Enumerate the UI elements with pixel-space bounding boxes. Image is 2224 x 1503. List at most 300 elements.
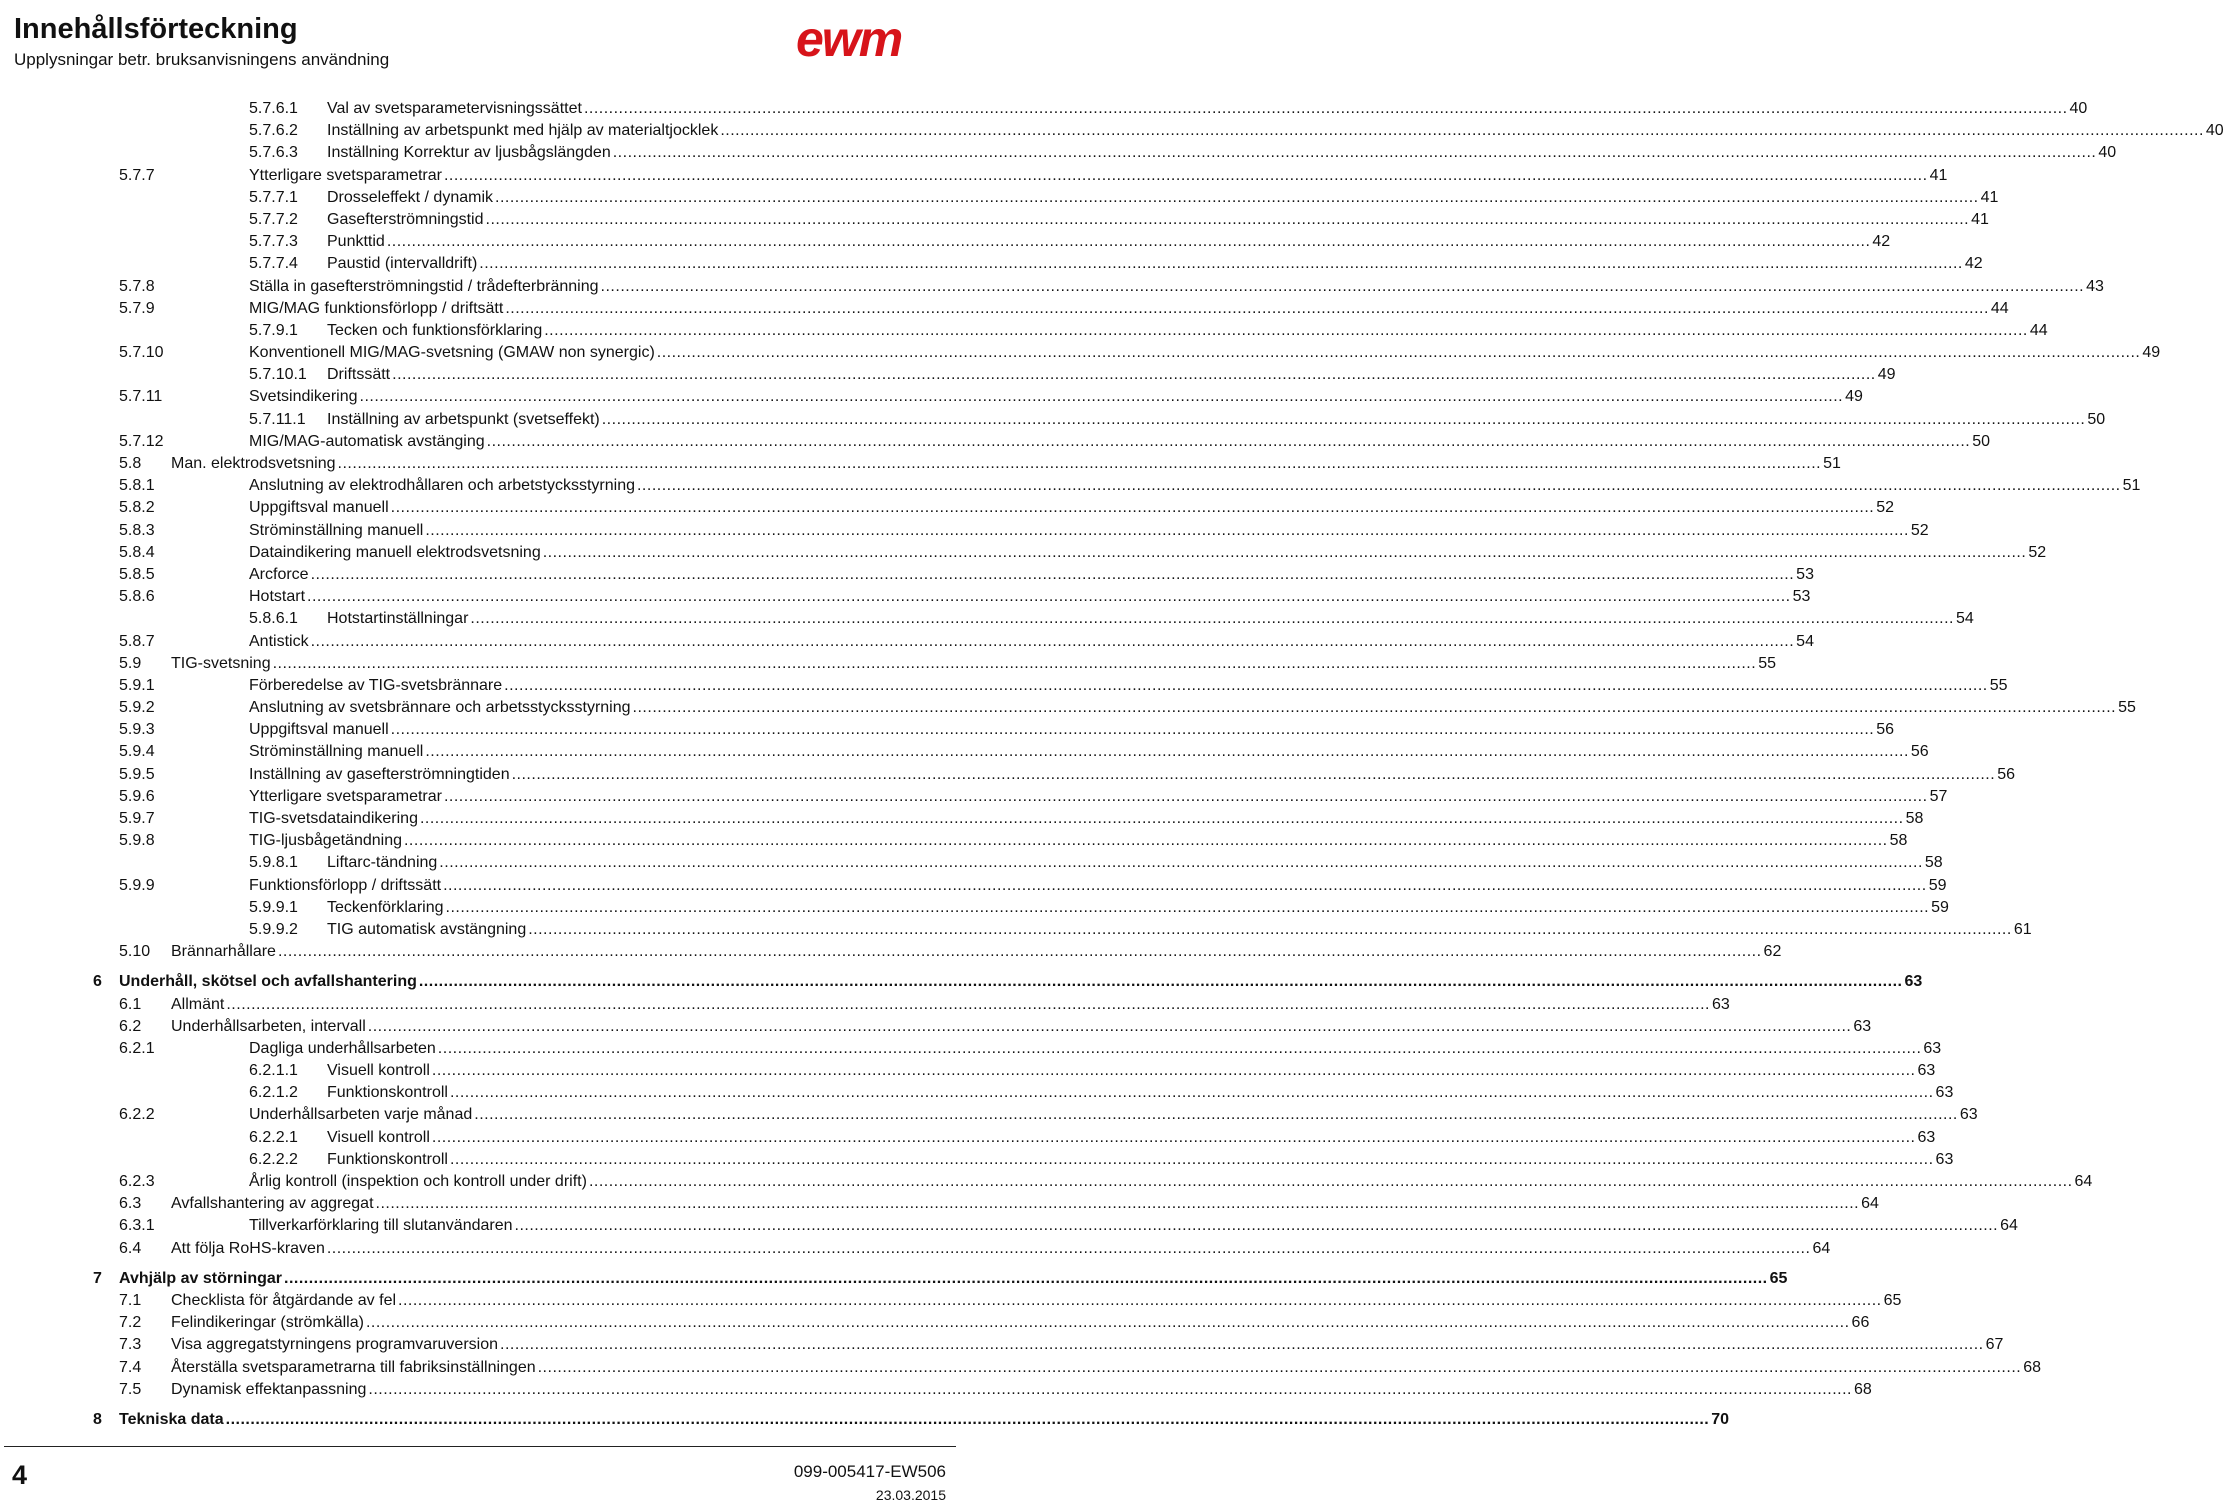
toc-entry-page: 42 [1964,255,1983,273]
toc-entry-number: 5.9.6 [119,787,155,805]
toc-entry-number: 5.9 [119,654,142,672]
toc-dot-leader: ............................................................................................................................................................................................................................................................................................................ [443,166,1928,184]
toc-entry-number: 5.7.9 [119,299,155,317]
toc-entry-number: 6.3 [119,1195,142,1213]
toc-entry[interactable] [0,1290,1902,1312]
toc-entry[interactable] [0,1016,1872,1038]
toc-entry[interactable] [0,453,1841,475]
toc-dot-leader: ............................................................................................................................................................................................................................................................................................................ [500,1336,1984,1354]
toc-entry-number: 6 [93,973,102,991]
toc-entry-number: 6.2.2 [119,1106,155,1124]
toc-entry[interactable] [0,320,2048,342]
toc-dot-leader: ............................................................................................................................................................................................................................................................................................................ [445,898,1930,916]
toc-entry-label: Visuell kontroll [327,1127,431,1149]
toc-entry-label: TIG-svetsning [171,653,272,675]
toc-entry-label: Tillverkarförklaring till slutanvändaren [249,1215,514,1237]
toc-entry[interactable] [0,697,2136,719]
toc-entry-label: Funktionskontroll [327,1082,449,1104]
toc-entry[interactable] [0,971,1923,993]
toc-entry-page: 41 [1971,210,1989,228]
toc-entry-label: Driftssätt [327,364,391,386]
toc-dot-leader: ............................................................................................................................................................................................................................................................................................................ [431,1128,1916,1146]
toc-entry-number: 5.10 [119,943,151,961]
toc-entry-page: 55 [1989,676,2008,694]
toc-entry-page: 52 [2028,543,2047,561]
toc-entry-page: 52 [1910,521,1929,539]
toc-entry-label: Antistick [249,631,310,653]
toc-entry-number: 5.9.9.1 [249,898,298,916]
toc-dot-leader: ............................................................................................................................................................................................................................................................................................................ [583,100,2068,117]
toc-entry-page: 70 [1711,1410,1730,1428]
toc-entry-page: 63 [1711,995,1730,1013]
toc-entry-number: 6.3.1 [119,1217,155,1235]
toc-dot-leader: ............................................................................................................................................................................................................................................................................................................ [439,854,1923,872]
toc-entry-page: 50 [2087,410,2106,428]
toc-entry-page: 40 [2069,100,2088,117]
toc-entry-page: 64 [2074,1173,2093,1190]
logo-text: ewm [796,11,902,67]
toc-entry-label: Dynamisk effektanpassning [171,1379,367,1401]
toc-entry-label: Paustid (intervalldrift) [327,253,478,275]
ewm-logo [794,10,940,70]
toc-entry[interactable] [0,1193,1879,1215]
toc-dot-leader: ............................................................................................................................................................................................................................................................................................................ [612,144,2097,162]
toc-entry-page: 63 [1935,1150,1954,1168]
toc-dot-leader: ............................................................................................................................................................................................................................................................................................................ [310,565,1795,583]
toc-entry-page: 40 [2098,144,2117,162]
toc-entry-label: Inställning av arbetspunkt med hjälp av materialtjocklek [327,120,719,142]
toc-entry-number: 5.9.1 [119,676,155,694]
toc-dot-leader: ............................................................................................................................................................................................................................................................................................................ [449,1084,1934,1102]
toc-dot-leader: ............................................................................................................................................................................................................................................................................................................ [542,543,2027,561]
toc-dot-leader: ............................................................................................................................................................................................................................................................................................................ [337,455,1822,472]
toc-entry-label: Ströminställning manuell [249,520,424,542]
toc-entry[interactable] [0,165,1948,187]
toc-dot-leader: ............................................................................................................................................................................................................................................................................................................ [656,344,2141,362]
toc-entry-page: 51 [2122,477,2141,495]
toc-entry-label: Anslutning av svetsbrännare och arbetsstycksstyrning [249,697,632,719]
toc-dot-leader: ............................................................................................................................................................................................................................................................................................................ [359,388,1844,406]
toc-entry[interactable] [0,653,1776,675]
toc-entry[interactable] [0,875,1947,897]
toc-entry-label: MIG/MAG funktionsförlopp / driftsätt [249,298,504,320]
toc-entry-number: 5.8.1 [119,477,155,495]
toc-entry-label: Inställning av gasefterströmningtiden [249,764,511,786]
toc-entry-page: 61 [2013,920,2032,938]
toc-entry[interactable] [0,1104,1978,1126]
toc-entry-label: Visuell kontroll [327,1060,431,1082]
toc-entry-page: 64 [1812,1239,1831,1257]
toc-entry-page: 56 [1876,721,1895,739]
toc-entry-page: 55 [2118,699,2136,717]
toc-entry-label: Hotstart [249,586,306,608]
toc-dot-leader: ............................................................................................................................................................................................................................................................................................................ [390,499,1875,517]
toc-dot-leader: ............................................................................................................................................................................................................................................................................................................ [720,122,2204,140]
toc-entry-number: 5.7.6.3 [249,144,298,162]
toc-entry-label: Uppgiftsval manuell [249,497,390,519]
toc-dot-leader: ............................................................................................................................................................................................................................................................................................................ [425,521,1909,539]
toc-entry-number: 5.7.6.1 [249,100,298,117]
toc-entry-label: Återställa svetsparametrarna till fabriksinställningen [171,1357,537,1379]
toc-entry[interactable] [0,675,2008,697]
toc-entry-label: TIG automatisk avstängning [327,919,527,941]
toc-entry-page: 68 [2023,1358,2041,1376]
toc-entry-page: 65 [1769,1269,1788,1287]
toc-dot-leader: ............................................................................................................................................................................................................................................................................................................ [504,676,1988,694]
toc-entry-page: 68 [1853,1380,1872,1398]
toc-entry[interactable] [0,1312,1870,1334]
footer-divider [4,1446,956,1447]
toc-entry-number: 5.8.4 [119,543,155,561]
toc-dot-leader: ............................................................................................................................................................................................................................................................................................................ [537,1358,2022,1376]
toc-entry-page: 62 [1763,943,1782,961]
toc-dot-leader: ............................................................................................................................................................................................................................................................................................................ [485,210,1970,228]
toc-entry-number: 5.7.6.2 [249,122,298,140]
toc-dot-leader: ............................................................................................................................................................................................................................................................................................................ [386,233,1871,251]
toc-entry[interactable] [0,520,1929,542]
toc-entry-number: 6.2.3 [119,1173,155,1190]
toc-entry-number: 7.4 [119,1358,142,1376]
toc-entry-number: 5.7.11.1 [249,410,306,428]
toc-dot-leader: ............................................................................................................................................................................................................................................................................................................ [284,1269,1768,1287]
toc-entry-number: 7.1 [119,1291,142,1309]
toc-dot-leader: ............................................................................................................................................................................................................................................................................................................ [514,1217,1999,1235]
toc-entry-label: Felindikeringar (strömkälla) [171,1312,365,1334]
toc-dot-leader: ............................................................................................................................................................................................................................................................................................................ [310,632,1795,650]
toc-entry[interactable] [0,941,1782,963]
toc-entry[interactable] [0,897,1949,919]
toc-entry[interactable] [0,808,1924,830]
toc-dot-leader: ............................................................................................................................................................................................................................................................................................................ [367,1017,1852,1035]
toc-entry-label: Svetsindikering [249,386,359,408]
toc-entry-number: 5.9.4 [119,743,155,761]
toc-entry[interactable] [0,542,2047,564]
toc-entry[interactable] [0,1409,1730,1431]
toc-entry-page: 59 [1928,876,1947,894]
toc-entry-label: Man. elektrodsvetsning [171,453,337,475]
toc-dot-leader: ............................................................................................................................................................................................................................................................................................................ [392,366,1876,384]
page-header [0,0,960,80]
toc-entry-label: Tecken och funktionsförklaring [327,320,543,342]
toc-entry-label: Inställning av arbetspunkt (svetseffekt) [327,409,601,431]
toc-dot-leader: ............................................................................................................................................................................................................................................................................................................ [225,1410,1710,1428]
toc-entry-label: Val av svetsparametervisningssättet [327,98,583,120]
toc-entry-number: 5.9.9 [119,876,155,894]
toc-entry[interactable] [0,1060,1936,1082]
toc-dot-leader: ............................................................................................................................................................................................................................................................................................................ [474,1106,1958,1124]
toc-entry-number: 5.7.7.1 [249,188,298,206]
toc-dot-leader: ............................................................................................................................................................................................................................................................................................................ [601,410,2086,428]
toc-entry-number: 5.9.2 [119,699,155,717]
toc-entry[interactable] [0,741,1929,763]
toc-dot-leader: ............................................................................................................................................................................................................................................................................................................ [588,1173,2073,1190]
toc-entry-page: 42 [1872,233,1891,251]
toc-entry-number: 5.7.12 [119,432,164,450]
toc-entry-page: 59 [1931,898,1949,916]
toc-entry-label: Ställa in gasefterströmningstid / trådefterbränning [249,276,600,298]
toc-entry-number: 5.7.10.1 [249,366,307,384]
toc-entry-page: 53 [1796,565,1814,583]
toc-entry[interactable] [0,564,1814,586]
toc-entry-page: 57 [1929,787,1948,805]
toc-entry-number: 5.8 [119,455,142,472]
toc-dot-leader: ............................................................................................................................................................................................................................................................................................................ [449,1150,1934,1168]
toc-entry[interactable] [0,1038,1942,1060]
toc-dot-leader: ............................................................................................................................................................................................................................................................................................................ [600,277,2085,295]
toc-entry-number: 5.9.5 [119,765,155,783]
toc-entry[interactable] [0,187,1999,209]
toc-entry-page: 56 [1997,765,2015,783]
toc-entry-label: Dagliga underhållsarbeten [249,1038,437,1060]
toc-entry-page: 63 [1853,1017,1872,1035]
toc-entry[interactable] [0,608,1974,630]
toc-dot-leader: ............................................................................................................................................................................................................................................................................................................ [443,787,1928,805]
toc-entry[interactable] [0,342,2161,364]
toc-entry-label: Ströminställning manuell [249,741,424,763]
toc-entry-number: 6.2.1.1 [249,1062,298,1080]
toc-entry[interactable] [0,298,2009,320]
toc-entry-label: Underhållsarbeten, intervall [171,1016,367,1038]
toc-entry-label: Arcforce [249,564,310,586]
toc-entry-label: Funktionsförlopp / driftssätt [249,875,442,897]
toc-dot-leader: ............................................................................................................................................................................................................................................................................................................ [418,973,1903,991]
table-of-contents [0,98,2224,1431]
toc-entry[interactable] [0,1357,2041,1379]
toc-entry[interactable] [0,1215,2018,1237]
toc-entry-number: 6.2.1 [119,1039,155,1057]
toc-entry-label: Avhjälp av störningar [119,1268,283,1290]
toc-entry-label: Punkttid [327,231,386,253]
toc-entry-page: 63 [1935,1084,1954,1102]
toc-entry-label: Hotstartinställningar [327,608,469,630]
toc-entry[interactable] [0,1171,2093,1193]
toc-entry-number: 5.9.7 [119,810,155,827]
toc-entry-page: 55 [1758,654,1776,672]
toc-entry-page: 54 [1956,610,1974,628]
toc-dot-leader: ............................................................................................................................................................................................................................................................................................................ [636,477,2121,495]
toc-entry[interactable] [0,919,2032,941]
toc-entry-page: 52 [1876,499,1895,517]
toc-entry-number: 5.8.3 [119,521,155,539]
toc-entry-label: MIG/MAG-automatisk avstänging [249,431,486,453]
toc-entry-page: 67 [1985,1336,2004,1354]
toc-entry-page: 44 [2029,321,2048,339]
toc-entry[interactable] [0,994,1730,1016]
toc-entry[interactable] [0,431,1991,453]
toc-entry-number: 5.7.9.1 [249,321,298,339]
toc-entry[interactable] [0,120,2224,142]
toc-entry-number: 8 [93,1410,102,1428]
toc-entry[interactable] [0,1127,1936,1149]
toc-entry-number: 5.7.7 [119,166,155,184]
toc-entry-label: Checklista för åtgärdande av fel [171,1290,397,1312]
toc-dot-leader: ............................................................................................................................................................................................................................................................................................................ [443,876,1927,894]
toc-dot-leader: ............................................................................................................................................................................................................................................................................................................ [226,995,1710,1013]
toc-entry-page: 63 [1904,973,1923,991]
toc-entry-page: 58 [1905,810,1924,827]
toc-dot-leader: ............................................................................................................................................................................................................................................................................................................ [495,188,1979,206]
toc-dot-leader: ............................................................................................................................................................................................................................................................................................................ [277,943,1762,961]
toc-entry[interactable] [0,497,1895,519]
toc-dot-leader: ............................................................................................................................................................................................................................................................................................................ [511,765,1996,783]
toc-entry-page: 50 [1972,432,1991,450]
toc-entry-label: Uppgiftsval manuell [249,719,390,741]
toc-entry-number: 6.2.2.1 [249,1128,298,1146]
toc-entry-label: Drosseleffekt / dynamik [327,187,494,209]
toc-dot-leader: ............................................................................................................................................................................................................................................................................................................ [544,321,2028,339]
toc-entry-label: Gasefterströmningstid [327,209,485,231]
toc-entry[interactable] [0,209,1989,231]
toc-entry-number: 7.5 [119,1380,142,1398]
toc-entry-page: 51 [1823,455,1841,472]
toc-entry[interactable] [0,586,1811,608]
toc-entry-number: 5.7.7.3 [249,233,298,251]
toc-entry-number: 5.9.3 [119,721,155,739]
toc-entry-label: Funktionskontroll [327,1149,449,1171]
toc-entry[interactable] [0,1082,1954,1104]
toc-entry[interactable] [0,764,2015,786]
toc-entry-number: 5.7.7.4 [249,255,298,273]
toc-entry-label: Förberedelse av TIG-svetsbrännare [249,675,503,697]
toc-dot-leader: ............................................................................................................................................................................................................................................................................................................ [431,1062,1916,1080]
toc-entry-number: 6.4 [119,1239,142,1257]
toc-entry-label: Årlig kontroll (inspektion och kontroll under drift) [249,1171,588,1193]
toc-entry-label: Avfallshantering av aggregat [171,1193,375,1215]
toc-entry-page: 58 [1889,832,1908,850]
toc-entry-number: 5.7.10 [119,344,164,362]
toc-entry-page: 44 [1990,299,2009,317]
toc-entry[interactable] [0,276,2104,298]
toc-entry-page: 49 [1845,388,1863,406]
toc-dot-leader: ............................................................................................................................................................................................................................................................................................................ [632,699,2117,717]
toc-entry-number: 6.2.2.2 [249,1150,298,1168]
toc-dot-leader: ............................................................................................................................................................................................................................................................................................................ [375,1195,1860,1213]
toc-entry[interactable] [0,1149,1954,1171]
toc-entry-number: 5.7.7.2 [249,210,298,228]
toc-entry-page: 64 [2000,1217,2018,1235]
toc-entry-page: 63 [1917,1062,1936,1080]
toc-entry-page: 41 [1980,188,1999,206]
page-subtitle: Upplysningar betr. bruksanvisningens användning [14,50,390,69]
toc-entry-label: Ytterligare svetsparametrar [249,786,443,808]
toc-dot-leader: ............................................................................................................................................................................................................................................................................................................ [307,588,1791,606]
toc-dot-leader: ............................................................................................................................................................................................................................................................................................................ [390,721,1875,739]
toc-entry[interactable] [0,1334,2004,1356]
toc-entry-number: 5.8.2 [119,499,155,517]
toc-dot-leader: ............................................................................................................................................................................................................................................................................................................ [470,610,1954,628]
toc-entry-number: 7 [93,1269,102,1287]
toc-entry-page: 49 [2142,344,2161,362]
page-number: 4 [12,1460,28,1490]
toc-entry-page: 56 [1910,743,1929,761]
toc-entry-label: Ytterligare svetsparametrar [249,165,443,187]
toc-entry[interactable] [0,1379,1872,1401]
toc-entry[interactable] [0,475,2141,497]
toc-entry[interactable] [0,631,1814,653]
toc-dot-leader: ............................................................................................................................................................................................................................................................................................................ [479,255,1963,273]
toc-dot-leader: ............................................................................................................................................................................................................................................................................................................ [419,810,1904,827]
toc-entry-page: 41 [1929,166,1948,184]
toc-dot-leader: ............................................................................................................................................................................................................................................................................................................ [398,1291,1882,1309]
toc-entry-number: 5.7.8 [119,277,155,295]
toc-entry-number: 7.2 [119,1314,142,1332]
document-date: 23.03.2015 [875,1487,946,1503]
toc-entry-label: Brännarhållare [171,941,277,963]
toc-dot-leader: ............................................................................................................................................................................................................................................................................................................ [437,1039,1922,1057]
toc-entry-label: Anslutning av elektrodhållaren och arbetstycksstyrning [249,475,636,497]
toc-entry-page: 43 [2086,277,2104,295]
page-title: Innehållsförteckning [14,13,298,45]
toc-dot-leader: ............................................................................................................................................................................................................................................................................................................ [486,432,1971,450]
toc-entry-number: 5.9.9.2 [249,920,298,938]
toc-entry-label: Konventionell MIG/MAG-svetsning (GMAW non synergic) [249,342,656,364]
toc-entry-label: Underhåll, skötsel och avfallshantering [119,971,418,993]
toc-entry-page: 40 [2205,122,2224,140]
toc-dot-leader: ............................................................................................................................................................................................................................................................................................................ [505,299,1989,317]
toc-entry-page: 63 [1923,1039,1942,1057]
toc-entry-label: TIG-ljusbågetändning [249,830,403,852]
toc-entry-number: 6.2 [119,1017,142,1035]
toc-entry[interactable] [0,1268,1788,1290]
toc-entry-page: 53 [1792,588,1811,606]
toc-entry-label: Teckenförklaring [327,897,445,919]
toc-entry[interactable] [0,253,1983,275]
toc-dot-leader: ............................................................................................................................................................................................................................................................................................................ [425,743,1909,761]
toc-entry-page: 63 [1959,1106,1978,1124]
toc-entry-page: 66 [1851,1314,1870,1332]
document-id: 099-005417-EW506 [793,1462,946,1481]
toc-entry-number: 7.3 [119,1336,142,1354]
toc-entry[interactable] [0,386,1863,408]
toc-dot-leader: ............................................................................................................................................................................................................................................................................................................ [528,920,2012,938]
toc-dot-leader: ............................................................................................................................................................................................................................................................................................................ [272,654,1757,672]
toc-entry-page: 54 [1796,632,1814,650]
toc-dot-leader: ............................................................................................................................................................................................................................................................................................................ [403,832,1888,850]
toc-entry[interactable] [0,231,1891,253]
toc-entry[interactable] [0,830,1908,852]
toc-entry-label: Allmänt [171,994,225,1016]
toc-dot-leader: ............................................................................................................................................................................................................................................................................................................ [365,1314,1850,1332]
toc-entry-label: Liftarc-tändning [327,852,438,874]
toc-entry[interactable] [0,1238,1831,1260]
toc-entry-label: Underhållsarbeten varje månad [249,1104,473,1126]
toc-entry[interactable] [0,364,1896,386]
toc-entry[interactable] [0,719,1895,741]
toc-entry-page: 58 [1924,854,1943,872]
toc-entry-label: Att följa RoHS-kraven [171,1238,326,1260]
toc-entry-number: 5.9.8.1 [249,854,298,872]
toc-entry[interactable] [0,98,2088,120]
toc-entry[interactable] [0,409,2106,431]
toc-entry-number: 5.7.11 [119,388,163,406]
toc-dot-leader: ............................................................................................................................................................................................................................................................................................................ [368,1380,1852,1398]
toc-dot-leader: ............................................................................................................................................................................................................................................................................................................ [326,1239,1811,1257]
toc-entry-number: 5.8.6.1 [249,610,298,628]
toc-entry-label: Inställning Korrektur av ljusbågslängden [327,142,612,164]
toc-entry-number: 5.9.8 [119,832,155,850]
toc-entry-label: Visa aggregatstyrningens programvaruversion [171,1334,499,1356]
toc-entry[interactable] [0,142,2117,164]
toc-entry-number: 5.8.7 [119,632,155,650]
toc-entry-number: 6.1 [119,995,142,1013]
toc-entry-number: 6.2.1.2 [249,1084,298,1102]
toc-entry-page: 64 [1861,1195,1879,1213]
toc-entry-label: TIG-svetsdataindikering [249,808,419,830]
toc-entry-label: Dataindikering manuell elektrodsvetsning [249,542,542,564]
toc-entry-page: 49 [1877,366,1896,384]
toc-entry[interactable] [0,852,1943,874]
toc-entry[interactable] [0,786,1948,808]
